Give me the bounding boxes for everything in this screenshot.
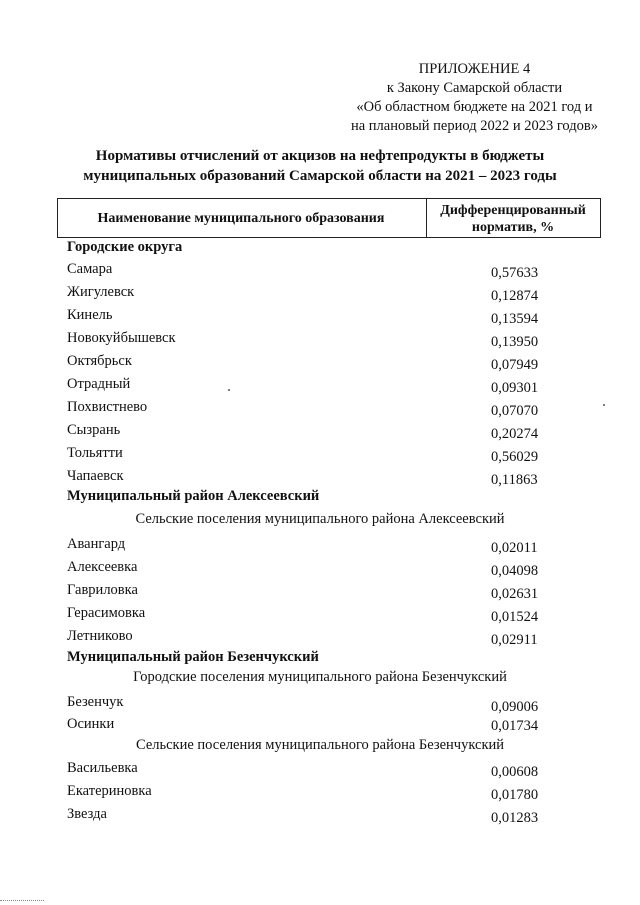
row-value: 0,13594 <box>491 311 539 327</box>
row-value: 0,02011 <box>491 540 538 556</box>
row-name: Гавриловка <box>67 582 138 598</box>
table-row <box>0 330 640 353</box>
table-row <box>0 605 640 628</box>
row-value: 0,01734 <box>491 718 539 734</box>
table-row <box>0 261 640 284</box>
table-row <box>0 582 640 605</box>
appendix-law-name: «Об областном бюджете на 2021 год и <box>356 99 593 115</box>
row-name: Васильевка <box>67 760 138 776</box>
column-header-name: Наименование муниципального образования <box>97 211 385 226</box>
row-name: Герасимовка <box>67 605 146 621</box>
subgroup-alekseevsky-rural: Сельские поселения муниципального района Алексеевский <box>135 511 505 527</box>
document-title-line-2: муниципальных образований Самарской области на 2021 – 2023 годы <box>83 168 557 184</box>
column-header-value <box>425 202 601 236</box>
row-name: Алексеевка <box>67 559 138 575</box>
appendix-header <box>351 60 598 136</box>
table-row <box>0 694 640 717</box>
table-row <box>0 628 640 651</box>
row-value: 0,07949 <box>491 357 539 373</box>
row-value: 0,04098 <box>491 563 539 579</box>
row-name: Авангард <box>67 536 126 552</box>
row-value: 0,11863 <box>491 472 538 488</box>
row-name: Отрадный <box>67 376 131 392</box>
row-name: Кинель <box>67 307 113 323</box>
table-row <box>0 399 640 422</box>
appendix-law: к Закону Самарской области <box>386 80 563 96</box>
row-value: 0,07070 <box>491 403 539 419</box>
scan-edge-mark <box>0 900 44 901</box>
row-value: 0,09301 <box>491 380 539 396</box>
scan-speck <box>603 404 605 406</box>
table-row <box>0 307 640 330</box>
table-row <box>0 536 640 559</box>
appendix-law-period: на плановый период 2022 и 2023 годов» <box>350 118 598 134</box>
appendix-title: ПРИЛОЖЕНИЕ 4 <box>418 61 531 77</box>
row-value: 0,01780 <box>491 787 539 803</box>
column-header-value-line-1: Дифференцированный <box>440 203 586 218</box>
group-alekseevsky: Муниципальный район Алексеевский <box>67 488 320 504</box>
row-value: 0,12874 <box>491 288 539 304</box>
row-value: 0,09006 <box>491 699 539 715</box>
row-name: Чапаевск <box>67 468 124 484</box>
table-row <box>0 806 640 829</box>
table-row <box>0 376 640 399</box>
row-value: 0,01283 <box>491 810 539 826</box>
row-value: 0,56029 <box>491 449 539 465</box>
row-name: Октябрьск <box>67 353 132 369</box>
row-name: Новокуйбышевск <box>67 330 176 346</box>
row-value: 0,02631 <box>491 586 539 602</box>
row-value: 0,13950 <box>491 334 539 350</box>
row-name: Осинки <box>67 716 115 732</box>
row-name: Летниково <box>67 628 133 644</box>
table-row <box>0 422 640 445</box>
row-value: 0,01524 <box>491 609 539 625</box>
scan-speck <box>228 389 230 391</box>
table-row <box>0 716 640 739</box>
table-row <box>0 284 640 307</box>
table-row <box>0 445 640 468</box>
row-name: Самара <box>67 261 113 277</box>
row-name: Звезда <box>67 806 107 822</box>
row-name: Екатериновка <box>67 783 152 799</box>
row-name: Жигулевск <box>67 284 135 300</box>
row-name: Безенчук <box>67 694 124 710</box>
table-row <box>0 783 640 806</box>
row-value: 0,00608 <box>491 764 539 780</box>
subgroup-bezenchuksky-rural: Сельские поселения муниципального района Безенчукский <box>135 737 505 753</box>
table-row <box>0 760 640 783</box>
document-title-line-1: Нормативы отчислений от акцизов на нефтепродукты в бюджеты <box>95 148 545 164</box>
table-row <box>0 353 640 376</box>
group-bezenchuksky: Муниципальный район Безенчукский <box>67 649 319 665</box>
row-value: 0,20274 <box>491 426 539 442</box>
document-title <box>0 146 640 186</box>
table-row <box>0 559 640 582</box>
row-value: 0,02911 <box>491 632 538 648</box>
row-name: Похвистнево <box>67 399 148 415</box>
row-name: Сызрань <box>67 422 121 438</box>
row-value: 0,57633 <box>491 265 539 281</box>
row-name: Тольятти <box>67 445 123 461</box>
group-city-districts: Городские округа <box>67 239 183 255</box>
column-header-value-line-2: норматив, % <box>471 220 555 235</box>
subgroup-bezenchuksky-urban: Городские поселения муниципального района Безенчукский <box>133 669 507 685</box>
